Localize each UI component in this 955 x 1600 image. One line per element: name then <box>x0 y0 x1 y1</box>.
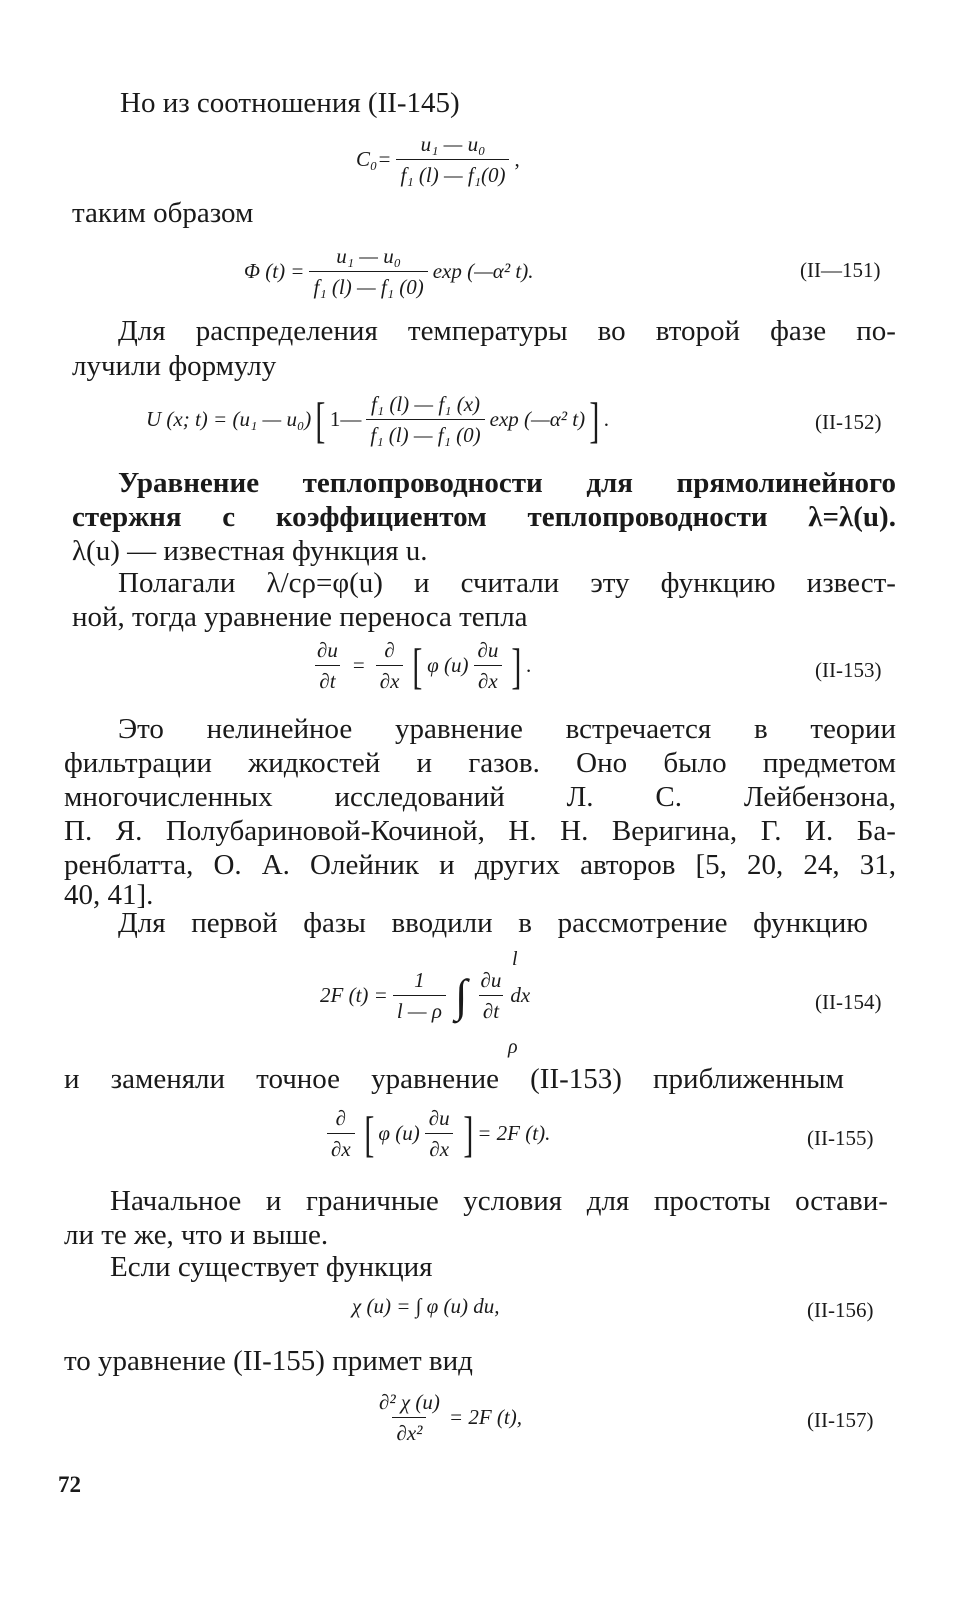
text-line: Для распределения температуры во второй фазе по- <box>118 315 896 347</box>
equation-ii-153: $\frac{\partial u}{\partial t}$ = $\frac{\partial}{\partial x}$ [ φ (u) $\frac{\partial u}{\partial x}$ ] . <box>308 638 531 693</box>
text-line: ли те же, что и выше. <box>64 1219 329 1251</box>
integral-lower-limit: ρ <box>508 1036 518 1058</box>
equation-ii-151: Φ (t) = $\frac{\text{u₁ — u₀}}{\text{f₁ (l) — f₁ (0)}}$ exp (—α² t). <box>244 244 534 299</box>
fraction: $\frac{\partial}{\partial x}$ <box>327 1106 355 1161</box>
text-line: П. Я. Полубариновой-Кочиной, Н. Н. Веригина, Г. И. Ба- <box>64 815 896 847</box>
text-line: Начальное и граничные условия для простоты остави- <box>110 1185 888 1217</box>
equation-ii-155: $\frac{\partial}{\partial x}$ [ φ (u) $\frac{\partial u}{\partial x}$ ] = 2F (t). <box>322 1106 550 1161</box>
fraction: $\frac{1}{l — \rho}$ <box>393 968 446 1023</box>
equation-number: (II-153) <box>815 658 882 682</box>
text-line: Для первой фазы вводили в рассмотрение функцию <box>118 907 868 939</box>
equation-number: (II-156) <box>807 1298 874 1322</box>
text-line: Если существует функция <box>110 1251 433 1283</box>
fraction: $\frac{\partial u}{\partial x}$ <box>473 638 502 693</box>
text-line: то уравнение (II-155) примет вид <box>64 1345 473 1377</box>
fraction: $\frac{\text{u₁ — u₀}}{\text{f₁ (l) — f₁ (0)}}$ <box>309 244 427 299</box>
equation-number: (II—151) <box>800 258 881 282</box>
fraction: $\frac{\text{∂² χ (u)}}{\text{∂x²}}$ <box>379 1390 440 1445</box>
fraction: $\frac{\partial u}{\partial t}$ <box>317 638 338 693</box>
text-line: λ(u) — известная функция u. <box>72 535 428 567</box>
text-line: ной, тогда уравнение переноса тепла <box>72 601 528 633</box>
equation-c0: C₀= $\frac{\text{u₁ — u₀}}{\text{f₁ (l) — f₁(0)}}$ , <box>356 132 520 187</box>
text-line: Это нелинейное уравнение встречается в теории <box>118 713 896 745</box>
equation-ii-154: 2F (t) = $\frac{1}{l — \rho}$ ∫ $\frac{\partial u}{\partial t}$ dx <box>320 968 531 1023</box>
fraction: $\frac{\partial u}{\partial x}$ <box>425 1106 454 1161</box>
text-line: Полагали λ/cρ=φ(u) и считали эту функцию извест- <box>118 567 896 599</box>
fraction: $\frac{\partial}{\partial x}$ <box>376 638 404 693</box>
equation-ii-152: U (x; t) = (u₁ — u₀) [ 1— $\frac{\text{f₁ (l) — f₁ (x)}}{\text{f₁ (l) — f₁ (0)}}$ exp (—α² t) ] . <box>146 391 610 448</box>
fraction: $\frac{\text{f₁ (l) — f₁ (x)}}{\text{f₁ (l) — f₁ (0)}}$ <box>366 392 484 447</box>
text-line: многочисленных исследований Л. С. Лейбензона, <box>64 781 896 813</box>
text-line: ренблатта, О. А. Олейник и других авторов [5, 20, 24, 31, <box>64 849 896 881</box>
equation-number: (II-154) <box>815 990 882 1014</box>
text-line: фильтрации жидкостей и газов. Оно было предметом <box>64 747 896 779</box>
page-number: 72 <box>58 1472 81 1497</box>
equation-number: (II-157) <box>807 1408 874 1432</box>
integral-upper-limit: l <box>512 948 518 970</box>
equation-ii-157: $\frac{\text{∂² χ (u)}}{\text{∂x²}}$ = 2F (t), <box>370 1390 522 1445</box>
equation-ii-156: χ (u) = ∫ φ (u) du, <box>352 1294 500 1318</box>
equation-number: (II-152) <box>815 410 882 434</box>
text-line: 40, 41]. <box>64 879 154 911</box>
text-line: таким образом <box>72 197 254 229</box>
text-line: Но из соотношения (II-145) <box>120 87 460 119</box>
section-heading: Уравнение теплопроводности для прямолинейного <box>118 467 896 499</box>
text-line: лучили формулу <box>72 350 277 382</box>
fraction: $\frac{\text{u₁ — u₀}}{\text{f₁ (l) — f₁(0)}}$ <box>396 132 509 187</box>
text-line: стержня с коэффициентом теплопроводности λ=λ(u). <box>72 501 896 533</box>
integral-sign: ∫ <box>454 969 468 1021</box>
equation-number: (II-155) <box>807 1126 874 1150</box>
text-line: и заменяли точное уравнение (II-153) приближенным <box>64 1063 844 1095</box>
fraction: $\frac{\partial u}{\partial t}$ <box>480 968 502 1023</box>
